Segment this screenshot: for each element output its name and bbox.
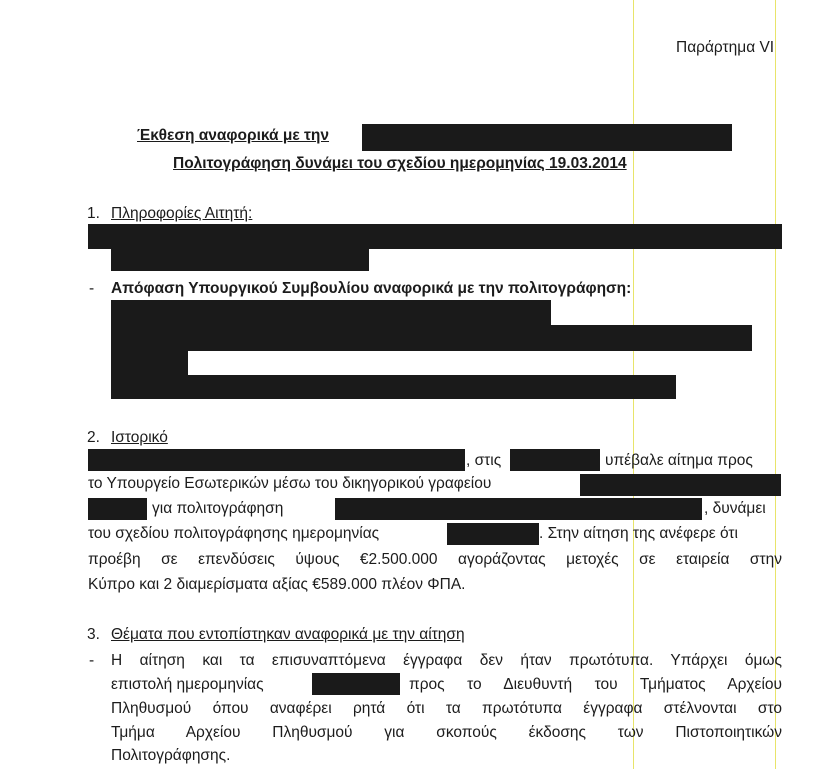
redaction-block xyxy=(88,449,465,471)
redaction-block xyxy=(111,375,676,399)
redaction-block xyxy=(88,498,147,520)
section1-heading: Πληροφορίες Αιτητή: xyxy=(111,205,253,222)
issues-text: Πολιτογράφησης. xyxy=(111,747,231,764)
issues-text: Η αίτηση και τα επισυναπτόμενα έγγραφα δεν ήταν πρωτότυπα. Υπάρχει όμως xyxy=(111,652,782,669)
section3-number: 3. xyxy=(87,626,100,643)
title-line1: Έκθεση αναφορικά με την xyxy=(137,127,330,144)
redaction-block xyxy=(362,124,732,151)
section3-bullet: - xyxy=(89,652,95,669)
redaction-block xyxy=(312,673,400,695)
history-text: υπέβαλε αίτημα προς xyxy=(605,452,753,469)
section2-heading: Ιστορικό xyxy=(111,429,168,446)
redaction-block xyxy=(447,523,539,545)
redaction-block xyxy=(111,249,369,271)
redaction-block xyxy=(510,449,600,471)
history-text: για πολιτογράφηση xyxy=(152,500,284,517)
section1-number: 1. xyxy=(87,205,100,222)
issues-text: Πληθυσμού όπου αναφέρει ρητά ότι τα πρωτότυπα έγγραφα στέλνονται στο xyxy=(111,700,782,717)
issues-text: επιστολή ημερομηνίας xyxy=(111,676,264,693)
redaction-block xyxy=(111,300,551,326)
history-text: το Υπουργείο Εσωτερικών μέσω του δικηγορικού γραφείου xyxy=(88,475,492,492)
history-text: . Στην αίτηση της ανέφερε ότι xyxy=(539,525,738,542)
decision-label: Απόφαση Υπουργικού Συμβουλίου αναφορικά με την πολιτογράφηση: xyxy=(111,280,632,297)
redaction-block xyxy=(335,498,702,520)
history-text: του σχεδίου πολιτογράφησης ημερομηνίας xyxy=(88,525,380,542)
history-text: προέβη σε επενδύσεις ύψους €2.500.000 αγοράζοντας μετοχές σε εταιρεία στην xyxy=(88,551,782,568)
issues-text: προς το Διευθυντή του Τμήματος Αρχείου xyxy=(409,676,782,693)
annex-label: Παράρτημα VI xyxy=(676,39,775,56)
redaction-block xyxy=(111,350,188,375)
history-text: Κύπρο και 2 διαμερίσματα αξίας €589.000 πλέον ΦΠΑ. xyxy=(88,576,466,593)
section1-bullet: - xyxy=(89,280,95,297)
section2-number: 2. xyxy=(87,429,100,446)
history-text: , στις xyxy=(466,452,502,469)
issues-text: Τμήμα Αρχείου Πληθυσμού για σκοπούς έκδοσης των Πιστοποιητικών xyxy=(111,724,782,741)
history-text: , δυνάμει xyxy=(704,500,766,517)
section3-heading: Θέματα που εντοπίστηκαν αναφορικά με την αίτηση xyxy=(111,626,465,643)
redaction-block xyxy=(88,224,782,249)
redaction-block xyxy=(580,474,781,496)
redaction-block xyxy=(111,325,752,351)
title-line2: Πολιτογράφηση δυνάμει του σχεδίου ημερομηνίας 19.03.2014 xyxy=(173,155,627,172)
